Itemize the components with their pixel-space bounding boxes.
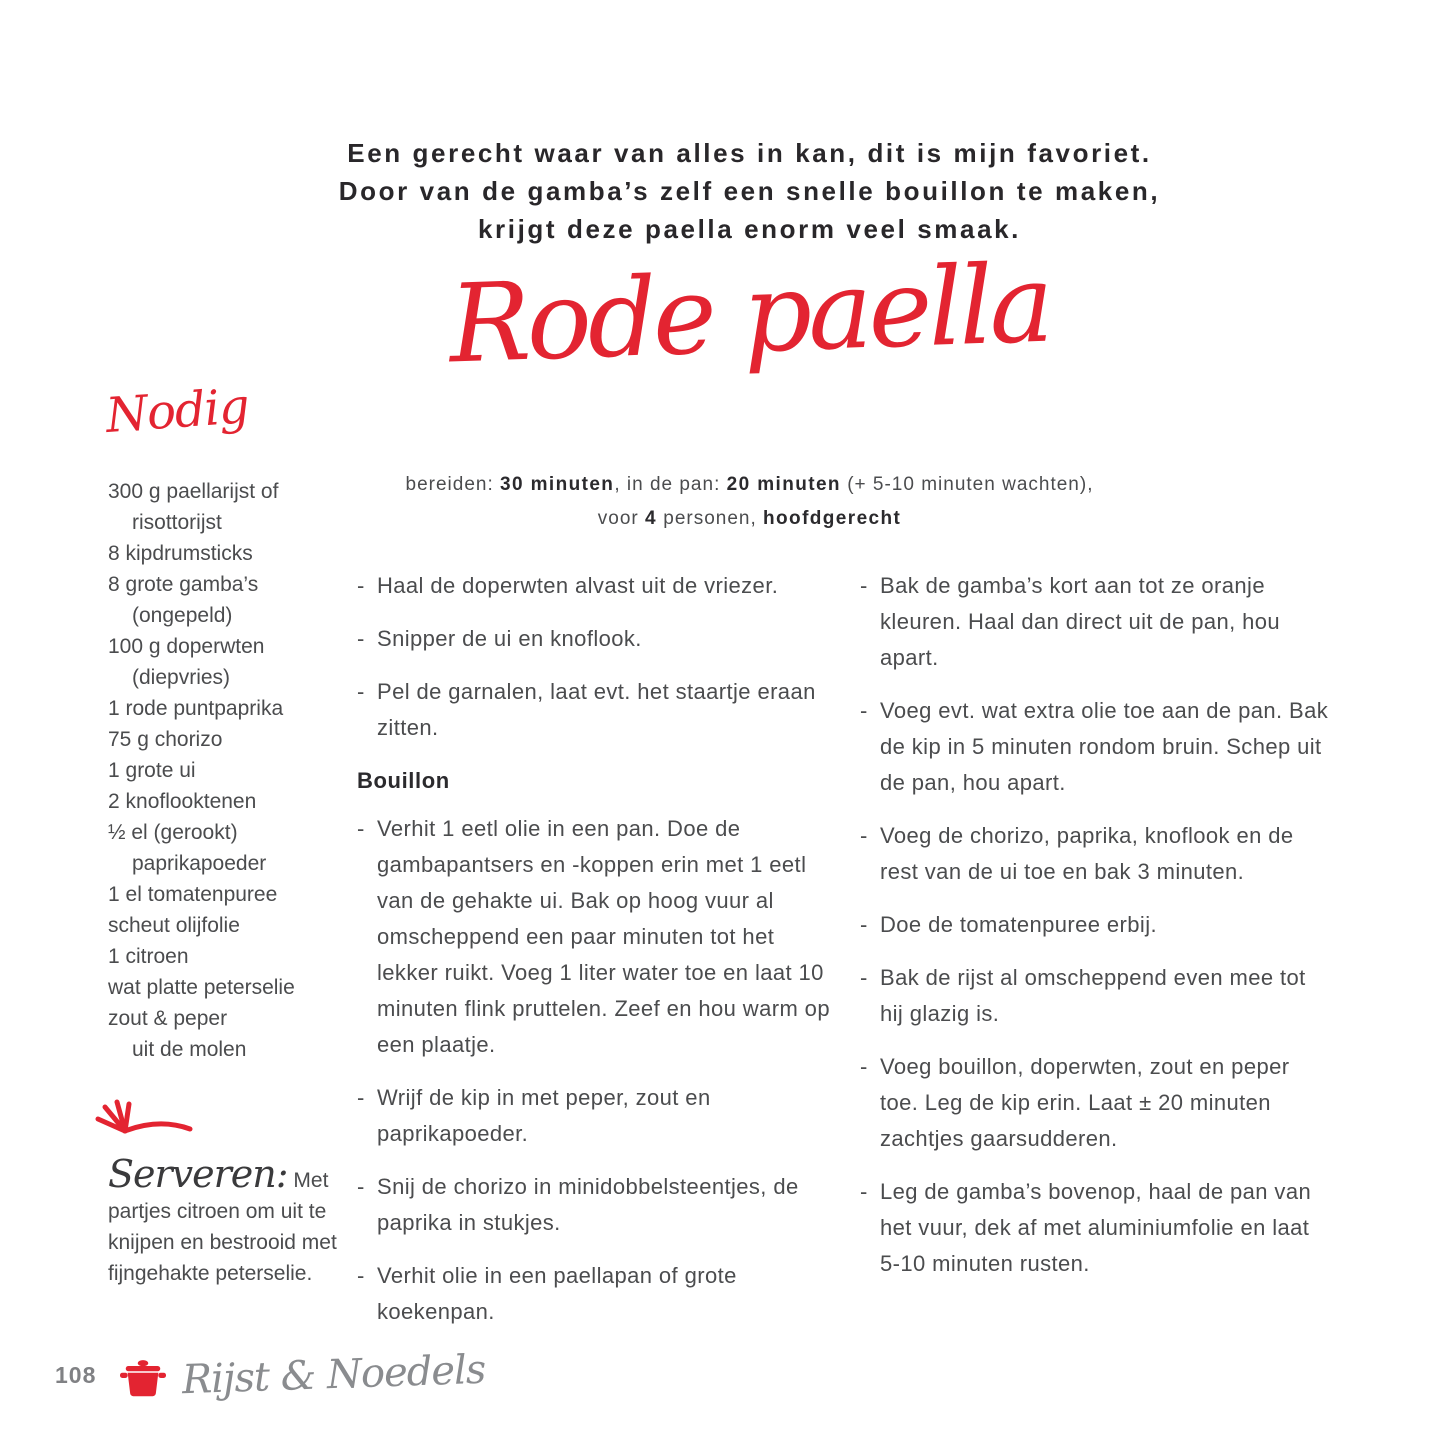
ingredients-panel: [104, 378, 353, 1065]
ingredient-line: paprikapoeder: [132, 852, 267, 875]
step-item: - Voeg de chorizo, paprika, knoflook en de rest van de ui toe en bak 3 minuten.: [860, 818, 1334, 890]
step-item: - Voeg evt. wat extra olie toe aan de pan. Bak de kip in 5 minuten rondom bruin. Schep uit de pan, hou apart.: [860, 693, 1334, 801]
intro-line: krijgt deze paella enorm veel smaak.: [477, 214, 1022, 244]
ingredient-line: risottorijst: [132, 511, 222, 534]
step-item: - Wrijf de kip in met peper, zout en paprikapoeder.: [357, 1080, 835, 1152]
ingredient-line: 8 kipdrumsticks: [108, 542, 253, 565]
page-title: Rode paella: [447, 241, 1052, 388]
section-title: Rijst & Noedels: [181, 1346, 487, 1404]
ingredient-line: 1 el tomatenpuree: [108, 883, 278, 906]
pot-icon: [120, 1358, 166, 1398]
ingredient-line: 1 citroen: [108, 945, 189, 968]
ingredient-line: 1 rode puntpaprika: [108, 697, 284, 720]
ingredient-line: (diepvries): [132, 666, 231, 689]
ingredient-line: 300 g paellarijst of: [108, 480, 279, 503]
serve-heading: Serveren:: [108, 1152, 288, 1196]
serve-text: Serveren: Met partjes citroen om uit te knijpen en bestrooid met fijngehakte peterselie.: [108, 1152, 337, 1285]
step-item: - Verhit 1 eetl olie in een pan. Doe de gambapantsers en -koppen erin met 1 eetl van de gehakte ui. Bak op hoog vuur al omscheppend een paar minuten tot het lekker ruikt. Voeg 1 liter water toe en laat 10 minuten flink pruttelen. Zeef en hou warm op een plaatje.: [357, 811, 835, 1063]
ingredients-heading: Nodig: [104, 378, 251, 444]
step-item: - Verhit olie in een paellapan of grote koekenpan.: [357, 1258, 835, 1330]
ingredient-line: ½ el (gerookt): [108, 821, 238, 844]
step-item: - Doe de tomatenpuree erbij.: [860, 907, 1334, 943]
serve-note: [92, 1098, 344, 1310]
page-number: 108: [55, 1361, 97, 1388]
step-item: - Leg de gamba’s bovenop, haal de pan van het vuur, dek af met aluminiumfolie en laat 5-10 minuten rusten.: [860, 1174, 1334, 1282]
ingredient-line: wat platte peterselie: [108, 976, 295, 999]
recipe-meta-line: bereiden: 30 minuten, in de pan: 20 minuten (+ 5-10 minuten wachten),: [405, 474, 1094, 495]
step-item: - Pel de garnalen, laat evt. het staartje eraan zitten.: [357, 674, 835, 746]
bouillon-heading: Bouillon: [357, 768, 450, 793]
ingredient-line: 8 grote gamba’s: [108, 573, 259, 596]
recipe-meta-line: voor 4 personen, hoofdgerecht: [597, 508, 902, 529]
ingredient-line: 100 g doperwten: [108, 635, 265, 658]
ingredient-line: 75 g chorizo: [108, 728, 223, 751]
ingredient-line: scheut olijfolie: [108, 914, 240, 937]
step-item: - Snipper de ui en knoflook.: [357, 621, 835, 657]
step-item: - Voeg bouillon, doperwten, zout en peper toe. Leg de kip erin. Laat ± 20 minuten zachtjes gaarsudderen.: [860, 1049, 1334, 1157]
ingredients-list: [108, 476, 353, 1065]
instructions-column-1: [357, 568, 835, 1347]
intro-line: Een gerecht waar van alles in kan, dit is mijn favoriet.: [347, 138, 1152, 168]
step-item: - Bak de gamba’s kort aan tot ze oranje kleuren. Haal dan direct uit de pan, hou apart.: [860, 568, 1334, 676]
intro-text: [60, 134, 1439, 248]
step-item: - Snij de chorizo in minidobbelsteentjes, de paprika in stukjes.: [357, 1169, 835, 1241]
ingredient-line: uit de molen: [132, 1038, 247, 1061]
arrow-flourish-icon: [94, 1098, 194, 1150]
ingredient-line: 1 grote ui: [108, 759, 196, 782]
ingredient-line: (ongepeld): [132, 604, 233, 627]
intro-line: Door van de gamba’s zelf een snelle bouillon te maken,: [338, 176, 1161, 206]
instructions-column-2: [860, 568, 1334, 1299]
step-item: - Haal de doperwten alvast uit de vriezer.: [357, 568, 835, 604]
step-item: - Bak de rijst al omscheppend even mee tot hij glazig is.: [860, 960, 1334, 1032]
ingredient-line: 2 knoflooktenen: [108, 790, 257, 813]
page-footer: [55, 1346, 487, 1404]
ingredient-line: zout & peper: [108, 1007, 228, 1030]
